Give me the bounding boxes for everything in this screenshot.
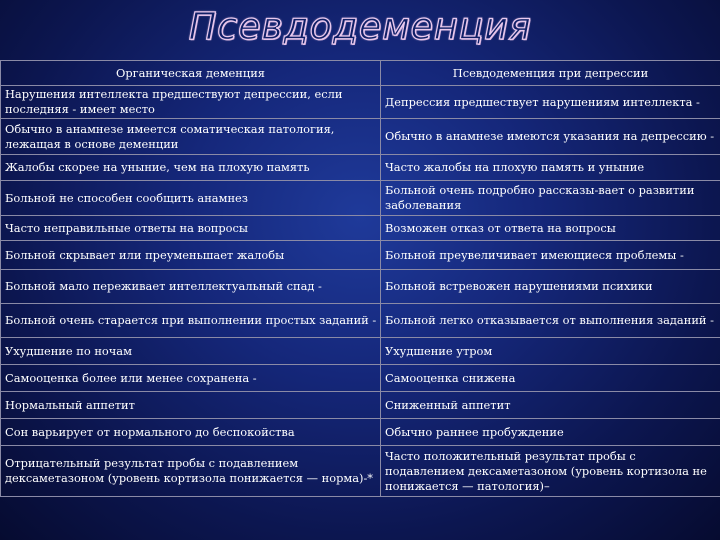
table-row [1,216,720,241]
organic-cell: Больной мало переживает интеллектуальный спад - [1,270,381,304]
pseudo-cell: Больной встревожен нарушениями психики [381,270,720,304]
organic-cell: Жалобы скорее на уныние, чем на плохую память [1,155,381,181]
table-row [1,446,720,497]
table-row [1,181,720,216]
table-row [1,241,720,270]
slide-title: Псевдодеменция [188,5,532,48]
table-row [1,86,720,119]
header-depressive-pseudodementia: Псевдодеменция при депрессии [381,61,720,86]
pseudo-cell: Обычно раннее пробуждение [381,419,720,446]
table-row [1,338,720,365]
table-row [1,270,720,304]
organic-cell: Ухудшение по ночам [1,338,381,365]
pseudo-cell: Часто жалобы на плохую память и уныние [381,155,720,181]
organic-cell: Нормальный аппетит [1,392,381,419]
organic-cell: Нарушения интеллекта предшествуют депрессии, если последняя - имеет место [1,86,381,119]
pseudo-cell: Больной очень подробно рассказы-вает о развитии заболевания [381,181,720,216]
pseudo-cell: Ухудшение утром [381,338,720,365]
table-row [1,365,720,392]
organic-cell: Сон варьирует от нормального до беспокойства [1,419,381,446]
table-row [1,119,720,155]
organic-cell: Больной очень старается при выполнении простых заданий - [1,304,381,338]
table-header-row [1,61,720,86]
table-row [1,155,720,181]
table-row [1,392,720,419]
pseudo-cell: Часто положительный результат пробы с подавлением дексаметазоном (уровень кортизола не понижается — патология)– [381,446,720,497]
pseudo-cell: Возможен отказ от ответа на вопросы [381,216,720,241]
pseudo-cell: Сниженный аппетит [381,392,720,419]
header-organic-dementia: Органическая деменция [1,61,381,86]
pseudo-cell: Самооценка снижена [381,365,720,392]
pseudo-cell: Обычно в анамнезе имеются указания на депрессию - [381,119,720,155]
table-row [1,419,720,446]
pseudo-cell: Больной легко отказывается от выполнения заданий - [381,304,720,338]
comparison-table [0,60,720,497]
pseudo-cell: Депрессия предшествует нарушениям интеллекта - [381,86,720,119]
organic-cell: Больной скрывает или преуменьшает жалобы [1,241,381,270]
pseudo-cell: Больной преувеличивает имеющиеся проблемы - [381,241,720,270]
organic-cell: Больной не способен сообщить анамнез [1,181,381,216]
organic-cell: Часто неправильные ответы на вопросы [1,216,381,241]
organic-cell: Обычно в анамнезе имеется соматическая патология, лежащая в основе деменции [1,119,381,155]
table-row [1,304,720,338]
organic-cell: Самооценка более или менее сохранена - [1,365,381,392]
organic-cell: Отрицательный результат пробы с подавлением дексаметазоном (уровень кортизола понижается — норма)-* [1,446,381,497]
